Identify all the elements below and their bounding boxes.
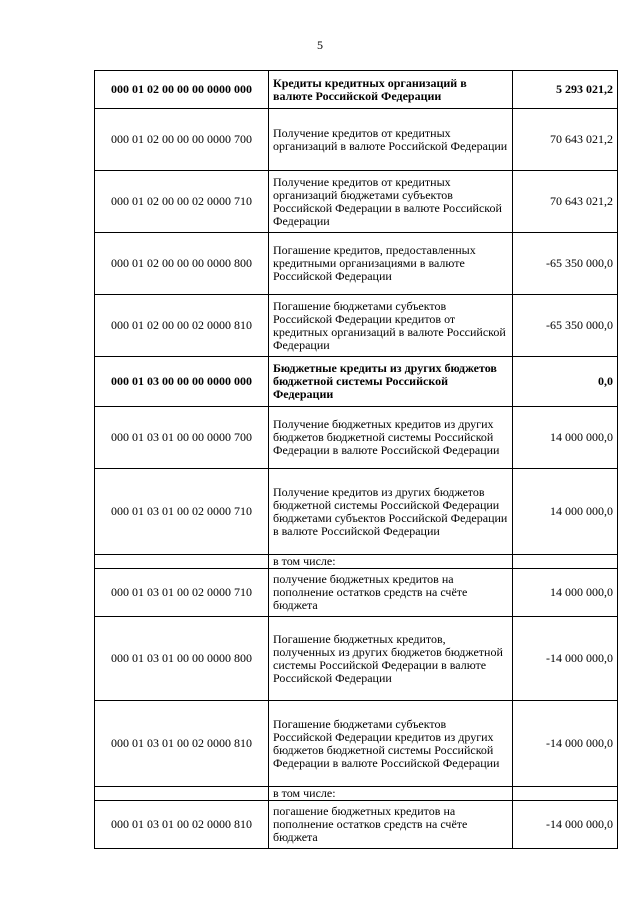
table-row: [95, 357, 618, 407]
row-amount: -14 000 000,0: [513, 701, 618, 787]
table-row: [95, 787, 618, 801]
row-name: Погашение кредитов, предоставленных кредитными организациями в валюте Российской Федерации: [269, 233, 513, 295]
budget-sources-table: [94, 70, 618, 849]
table-row: [95, 701, 618, 787]
row-amount: -65 350 000,0: [513, 295, 618, 357]
row-code: 000 01 03 00 00 00 0000 000: [95, 357, 269, 407]
row-code: 000 01 03 01 00 02 0000 810: [95, 701, 269, 787]
table-row: [95, 109, 618, 171]
row-code: 000 01 03 01 00 02 0000 710: [95, 569, 269, 617]
table-row: [95, 171, 618, 233]
row-amount: -14 000 000,0: [513, 801, 618, 849]
row-amount: 70 643 021,2: [513, 171, 618, 233]
table-row: [95, 233, 618, 295]
row-name: Получение кредитов от кредитных организаций бюджетами субъектов Российской Федерации в валюте Российской Федерации: [269, 171, 513, 233]
row-amount: 5 293 021,2: [513, 71, 618, 109]
row-amount: 14 000 000,0: [513, 569, 618, 617]
row-code: 000 01 02 00 00 00 0000 800: [95, 233, 269, 295]
page-number: 5: [317, 38, 323, 52]
table-row: [95, 569, 618, 617]
row-code: 000 01 02 00 00 00 0000 700: [95, 109, 269, 171]
row-amount: 70 643 021,2: [513, 109, 618, 171]
row-name: в том числе:: [269, 787, 513, 801]
row-code: 000 01 02 00 00 02 0000 810: [95, 295, 269, 357]
row-code: 000 01 03 01 00 02 0000 810: [95, 801, 269, 849]
row-code: 000 01 03 01 00 00 0000 700: [95, 407, 269, 469]
row-code: 000 01 02 00 00 02 0000 710: [95, 171, 269, 233]
row-name: Погашение бюджетных кредитов, полученных из других бюджетов бюджетной системы Российской Федерации в валюте Российской Федерации: [269, 617, 513, 701]
table-row: [95, 801, 618, 849]
table-row: [95, 555, 618, 569]
row-name: получение бюджетных кредитов на пополнение остатков средств на счёте бюджета: [269, 569, 513, 617]
table-row: [95, 71, 618, 109]
row-amount: 0,0: [513, 357, 618, 407]
row-name: Получение кредитов от кредитных организаций в валюте Российской Федерации: [269, 109, 513, 171]
row-code: [95, 555, 269, 569]
row-name: Погашение бюджетами субъектов Российской Федерации кредитов от кредитных организаций в валюте Российской Федерации: [269, 295, 513, 357]
row-amount: -65 350 000,0: [513, 233, 618, 295]
row-amount: -14 000 000,0: [513, 617, 618, 701]
row-name: Бюджетные кредиты из других бюджетов бюджетной системы Российской Федерации: [269, 357, 513, 407]
row-name: Кредиты кредитных организаций в валюте Российской Федерации: [269, 71, 513, 109]
row-name: Получение кредитов из других бюджетов бюджетной системы Российской Федерации бюджетами субъектов Российской Федерации в валюте Российской Федерации: [269, 469, 513, 555]
table-body: [95, 71, 618, 849]
row-name: погашение бюджетных кредитов на пополнение остатков средств на счёте бюджета: [269, 801, 513, 849]
row-name: Получение бюджетных кредитов из других бюджетов бюджетной системы Российской Федерации в валюте Российской Федерации: [269, 407, 513, 469]
row-code: 000 01 02 00 00 00 0000 000: [95, 71, 269, 109]
row-name: Погашение бюджетами субъектов Российской Федерации кредитов из других бюджетов бюджетной системы Российской Федерации в валюте Российской Федерации: [269, 701, 513, 787]
row-amount: 14 000 000,0: [513, 469, 618, 555]
table-row: [95, 295, 618, 357]
row-code: 000 01 03 01 00 02 0000 710: [95, 469, 269, 555]
row-amount: [513, 555, 618, 569]
row-name: в том числе:: [269, 555, 513, 569]
table-row: [95, 407, 618, 469]
table-row: [95, 617, 618, 701]
row-code: 000 01 03 01 00 00 0000 800: [95, 617, 269, 701]
row-amount: 14 000 000,0: [513, 407, 618, 469]
row-amount: [513, 787, 618, 801]
row-code: [95, 787, 269, 801]
table-row: [95, 469, 618, 555]
